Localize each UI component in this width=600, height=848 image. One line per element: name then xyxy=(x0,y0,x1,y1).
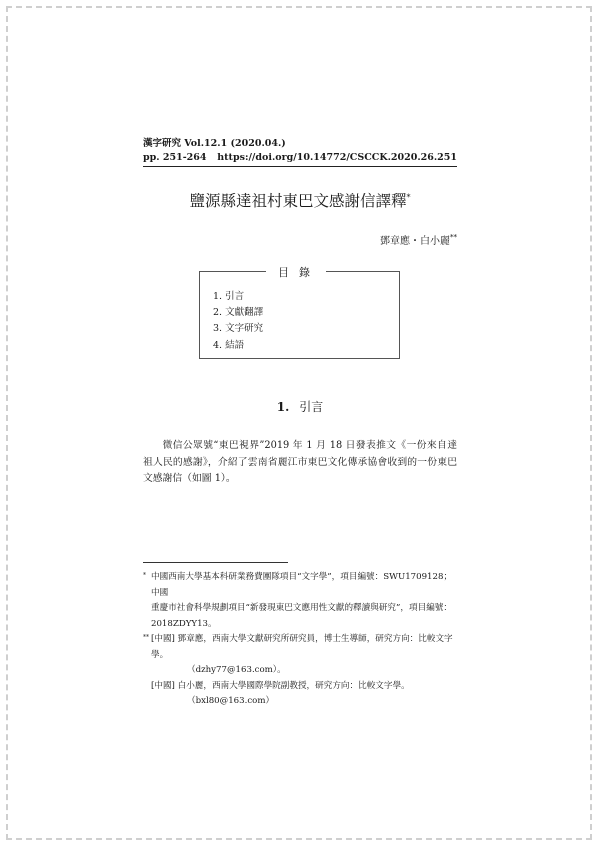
title-footnote-mark: * xyxy=(406,192,411,202)
author-email[interactable]: （bxl80@163.com） xyxy=(187,696,275,706)
toc-item[interactable]: 2. 文獻翻譯 xyxy=(213,307,264,319)
toc-item[interactable]: 4. 結語 xyxy=(213,339,245,351)
section-title: 引言 xyxy=(299,400,324,414)
body-paragraph: 微信公眾號“東巴視界”2019 年 1 月 18 日發表推文《一份來自達祖人民的感謝》，介紹了雲南省麗江市東巴文化傳承協會收到的一份東巴文感謝信（如圖 1）。 xyxy=(143,440,457,484)
paper-title xyxy=(100,189,500,211)
toc-border-right xyxy=(326,271,400,272)
footnote-line: 重慶市社會科學規劃項目“新發現東巴文應用性文獻的釋讀與研究”，項目編號： xyxy=(151,603,452,613)
doi-link[interactable]: https://doi.org/10.14772/CSCCK.2020.26.251 xyxy=(217,152,457,163)
footnote-line: [中國] 白小麗，西南大學國際學院副教授，研究方向：比較文字學。 xyxy=(151,680,410,691)
footnote-line: 中國西南大學基本科研業務費團隊項目“文字學”，項目編號：SWU1709128；中國 xyxy=(151,572,453,598)
page-range: pp. 251-264 xyxy=(143,152,207,163)
section-number: 1. xyxy=(276,400,290,414)
page-border xyxy=(6,6,592,840)
author-names: 鄧章應・白小麗 xyxy=(380,236,450,247)
footnote-mark: * xyxy=(143,572,146,579)
toc-border-left xyxy=(199,271,266,272)
footnote-author-2 xyxy=(143,679,457,710)
toc-item[interactable]: 3. 文字研究 xyxy=(213,323,264,335)
header-rule xyxy=(143,166,457,167)
author-line xyxy=(380,232,457,247)
footnote-author-1 xyxy=(143,632,457,679)
toc-list xyxy=(213,289,263,354)
running-header xyxy=(143,137,457,165)
footnote-funding xyxy=(143,570,457,632)
title-text: 鹽源縣達祖村東巴文感謝信譯釋 xyxy=(189,192,407,210)
footnotes xyxy=(143,570,457,710)
author-footnote-mark: ** xyxy=(450,233,457,242)
author-email[interactable]: （dzhy77@163.com）。 xyxy=(187,665,286,675)
toc-heading: 目錄 xyxy=(278,266,320,279)
footnote-mark: ** xyxy=(143,634,149,641)
toc-item[interactable]: 1. 引言 xyxy=(213,291,245,302)
footnote-line: [中國] 鄧章應，西南大學文獻研究所研究員，博士生導師，研究方向：比較文字學。 xyxy=(151,634,453,660)
section-heading xyxy=(200,398,400,415)
footnote-line: 2018ZDYY13。 xyxy=(151,618,217,629)
footnote-rule xyxy=(143,562,288,563)
journal-info: 漢字研究 Vol.12.1 (2020.04.) xyxy=(143,138,286,149)
